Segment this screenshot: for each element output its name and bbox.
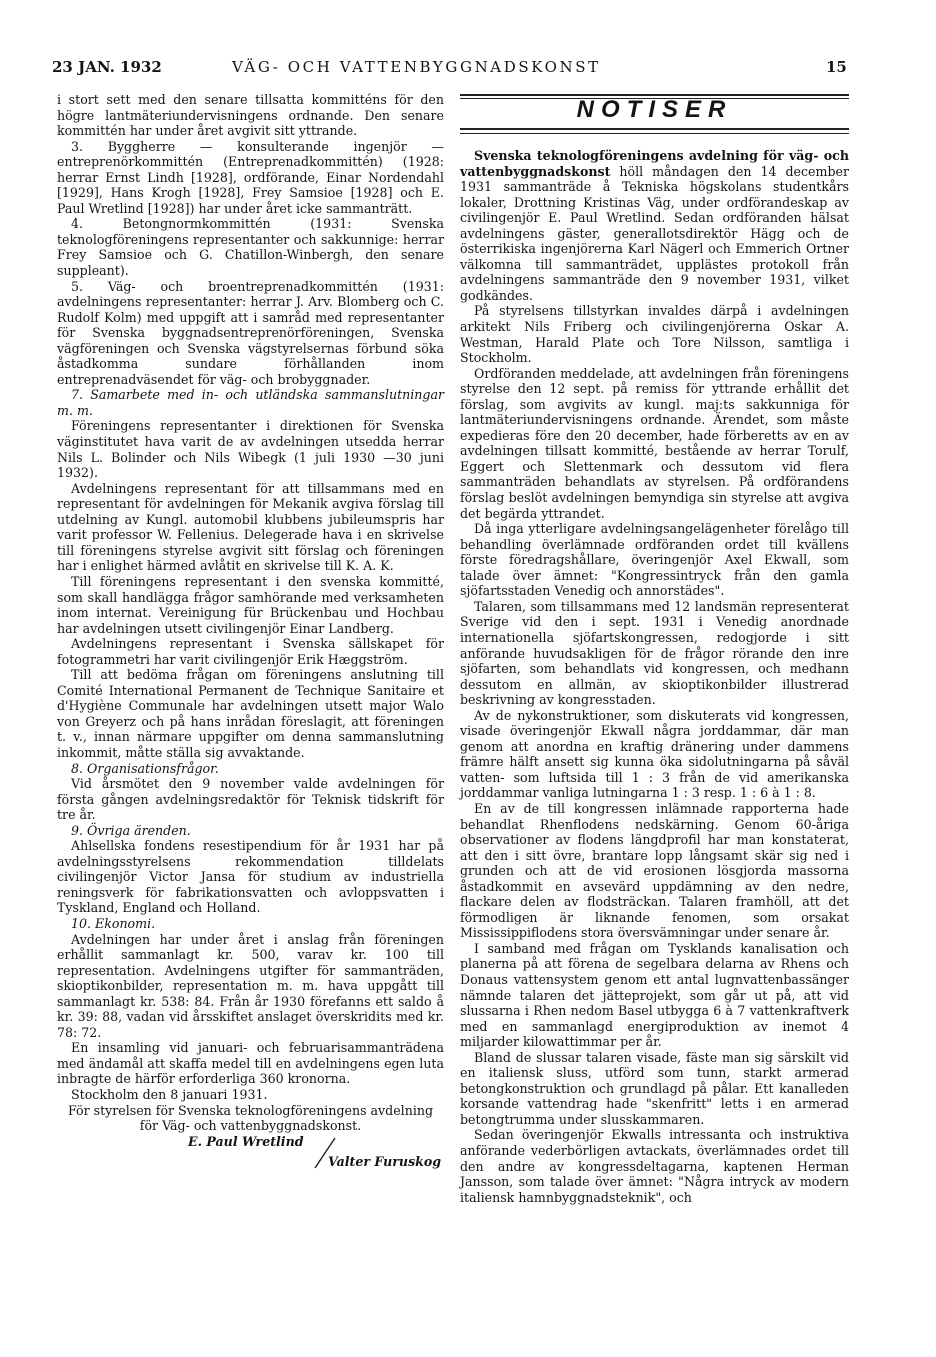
rule — [460, 128, 849, 130]
paragraph: 4. Betongnormkommittén (1931: Svenska teknologföreningens representanter och sakkunnige: herrar Frey Samsioe och G. Chatillon-Winbergh, den senare suppleant). — [57, 216, 444, 279]
paragraph: Föreningens representanter i direktionen för Svenska väginstitutet hava varit de av avdelningen utsedda herrar Nils L. Bolinder och Nils Wibegk (1 juli 1930 —30 juni 1932). — [57, 418, 444, 481]
signature-preamble: För styrelsen för Svenska teknologföreningens avdelning för Väg- och vattenbyggnadskonst. — [67, 1102, 434, 1134]
lead-in: Svenska teknologföreningens avdelning för väg- och vattenbyggnadskonst — [460, 148, 849, 179]
section-heading: 9. Övriga ärenden. — [71, 822, 191, 838]
paragraph: Ahlsellska fondens resestipendium för år 1931 har på avdelningsstyrelsens rekommendation tilldelats civilingenjör Victor Jansa för studium av industriella reningsverk för fabrikationsvatten och avloppsvatten i Tyskland, England och Holland. — [57, 838, 444, 916]
dateline: Stockholm den 8 januari 1931. — [71, 1087, 268, 1102]
right-column — [460, 94, 849, 1205]
paragraph: I samband med frågan om Tysklands kanalisation och planerna på att förena de segelbara delarna av Rhens och Donaus vattensystem genom ett antal lugnvattenbassänger nämnde talaren det jätteprojekt, som går ut på, att vid slussarna i Rhen nedom Basel utbygga 6 à 7 vattenkraftverk med en sammanlagd energiproduktion av inemot 4 miljarder kilowattimmar per år. — [460, 940, 849, 1050]
signature-wretlind: E. Paul Wretlind — [188, 1133, 304, 1149]
paragraph: 5. Väg- och broentreprenadkommittén (1931: avdelningens representanter: herrar J. Arv. Blomberg och C. Rudolf Kolm) med uppgift att i samråd med representanter för Svenska byggnadsentreprenörföreningen, Svenska vägföreningen och Svenska vägstyrelsernas förbund söka åstadkomma sundare förhållanden inom entreprenadväsendet för väg- och brobyggnader. — [57, 278, 444, 387]
paragraph: i stort sett med den senare tillsatta kommitténs för den högre lantmäteriundervisningens ordnande. Den senare kommittén har under året avgivit sitt yttrande. — [57, 92, 444, 139]
paragraph: Talaren, som tillsammans med 12 landsmän representerat Sverige vid den i sept. 1931 i Venedig anordnade internationella sjöfartskongressen, redogjorde i sitt anförande huvudsakligen för de frågor rörande den inre sjöfarten, som behandlats vid kongressen, och medhann dessutom en allmän, av skioptikonbilder illustrerad beskrivning av kongresstaden. — [460, 598, 849, 708]
paragraph: Avdelningen har under året i anslag från föreningen erhållit sammanlagt kr. 500, varav kr. 100 till representation. Avdelningens utgifter för sammanträden, skioptikonbilder, representation m. m. hava uppgått till sammanlagt kr. 538: 84. Från år 1930 förefanns ett saldo å kr. 39: 88, vadan vid årsskiftet anslaget överskridits med kr. 78: 72. — [57, 931, 444, 1040]
paragraph: 3. Byggherre — konsulterande ingenjör — entreprenörkommittén (Entreprenadkommittén) (1928: herrar Ernst Lindh [1928], ordförande, Einar Nordendahl [1929], Hans Krogh [1928], Frey Samsioe [1928] och E. Paul Wretlind [1928]) har under året icke sammanträtt. — [57, 138, 444, 216]
signature-furuskog: Valter Furuskog — [328, 1153, 442, 1169]
signature-block — [57, 1134, 444, 1174]
paragraph: En av de till kongressen inlämnade rapporterna hade behandlat Rhenflodens nedskärning. Genom 60-åriga observationer av flodens längdprofil har man konstaterat, att den i sitt övre, brantare lopp långsamt skär sig ned i grunden och att de vid erosionen lösgjorda massorna åstadkommit en avsevärd uppdämning av den nedre, flackare delen av flodsträckan. Talaren framhöll, att det förmodligen är liknande fenomen, som orsakat Mississippiflodens stora översvämningar under senare år. — [460, 800, 849, 941]
paragraph: Sedan överingenjör Ekwalls intressanta och instruktiva anförande vederbörligen avtackats, överlämnades ordet till den andre av kongressdeltagarna, kaptenen Herman Jansson, som talade över ämnet: "Några intryck av modern italiensk hamnbyggnadsteknik", och — [460, 1127, 849, 1205]
paragraph — [460, 148, 849, 303]
running-header — [0, 58, 936, 82]
section-heading: 7. Samarbete med in- och utländska sammanslutningar m. m. — [57, 387, 444, 418]
notiser-heading: NOTISER — [576, 96, 733, 123]
paragraph: Ordföranden meddelade, att avdelningen från föreningens styrelse den 12 sept. på remiss för yttrande erhållit det förslag, som avgivits av kungl. maj:ts sakkunniga för lantmäteriundervisningens ordnande. Ärendet, som måste expedieras före den 20 december, hade förberetts av en av avdelningen tillsatt kommitté, bestående av herrar Torulf, Eggert och Slettenmark och dessutom vid flera sammanträden behandlats av styrelsen. På ordförandens förslag beslöt avdelningen bemyndiga sin styrelse att avgiva det begärda yttrandet. — [460, 365, 849, 521]
notiser-heading-box — [460, 94, 849, 134]
rule — [460, 133, 849, 134]
paragraph: Av de nykonstruktioner, som diskuterats vid kongressen, visade överingenjör Ekwall några jorddammar, där man genom att anordna en kraftig dränering under dammens främre hälft ansett sig kunna öka sidolutningarna på såväl vatten- som luftsida till 1 : 3 från de vid amerikanska jorddammar vanliga lutningarna 1 : 3 resp. 1 : 6 à 1 : 8. — [460, 707, 849, 801]
left-column — [57, 92, 444, 1174]
page-number: 15 — [826, 58, 847, 76]
paragraph: Avdelningens representant i Svenska sällskapet för fotogrammetri har varit civilingenjör Erik Hæggström. — [57, 636, 444, 667]
paragraph: Till att bedöma frågan om föreningens anslutning till Comité International Permanent de Technique Sanitaire et d'Hygiène Communale har avdelningen utsett major Walo von Greyerz och på hans inrådan föreslagit, att föreningen t. v., innan närmare uppgifter om denna sammanslutning inkommit, måtte ställa sig avvaktande. — [57, 667, 444, 760]
paragraph: Då inga ytterligare avdelningsangelägenheter förelågo till behandling överlämnade ordföranden ordet till kvällens förste föredragshållare, överingenjör Axel Ekwall, som talade över ämnet: "Kongressintryck från den gamla sjöfartsstaden Venedig och annorstädes". — [460, 521, 849, 599]
section-heading: 8. Organisationsfrågor. — [71, 760, 219, 776]
header-date: 23 JAN. 1932 — [52, 58, 162, 76]
paragraph: Till föreningens representant i den svenska kommitté, som skall handlägga frågor samhörande med verksamheten inom internat. Vereinigung für Brückenbau und Hochbau har avdelningen utsett civilingenjör Einar Landberg. — [57, 573, 444, 636]
section-heading: 10. Ekonomi. — [71, 915, 156, 931]
paragraph: På styrelsens tillstyrkan invaldes därpå i avdelningen arkitekt Nils Friberg och civilingenjörerna Oskar A. Westman, Harald Plate och Tore Nilsson, samtliga i Stockholm. — [460, 303, 849, 366]
paragraph: Bland de slussar talaren visade, fäste man sig särskilt vid en italiensk sluss, utförd som tunn, starkt armerad betongkonstruktion och grundlagd på pålar. Ett kanalleden korsande vattendrag hade "skenfritt" letts i en armerad betongtrumma under slusskammaren. — [460, 1049, 849, 1127]
paragraph: Vid årsmötet den 9 november valde avdelningen för första gången avdelningsredaktör för Teknisk tidskrift för tre år. — [57, 776, 444, 823]
paragraph: En insamling vid januari- och februarisammanträdena med ändamål att skaffa medel till en avdelningens egen luta inbragte de härför erforderliga 360 kronorna. — [57, 1040, 444, 1087]
paragraph-text: höll måndagen den 14 december 1931 sammanträde å Tekniska högskolans studentkårs lokaler, Drottning Kristinas Väg, under ordförandeskap av civilingenjör E. Paul Wretlind. Sedan ordföranden hälsat avdelningens gäster, generallotsdirektör Hägg och de österrikiska ingenjörerna Karl Nägerl och Emmerich Ortner välkomna till sammanträdet, upplästes protokoll från avdelningens sammanträde den 9 november 1931, vilket godkändes. — [460, 163, 849, 303]
journal-title: VÄG- OCH VATTENBYGGNADSKONST — [232, 58, 601, 76]
paragraph: Avdelningens representant för att tillsammans med en representant för avdelningen för Mekanik avgiva förslag till utdelning av Kungl. automobil klubbens jubileumspris har varit professor W. Fellenius. Delegerade hava i en skrivelse till föreningens styrelse avgivit sitt förslag och föreningen har i enlighet härmed avlåtit en skrivelse till K. A. K. — [57, 480, 444, 574]
